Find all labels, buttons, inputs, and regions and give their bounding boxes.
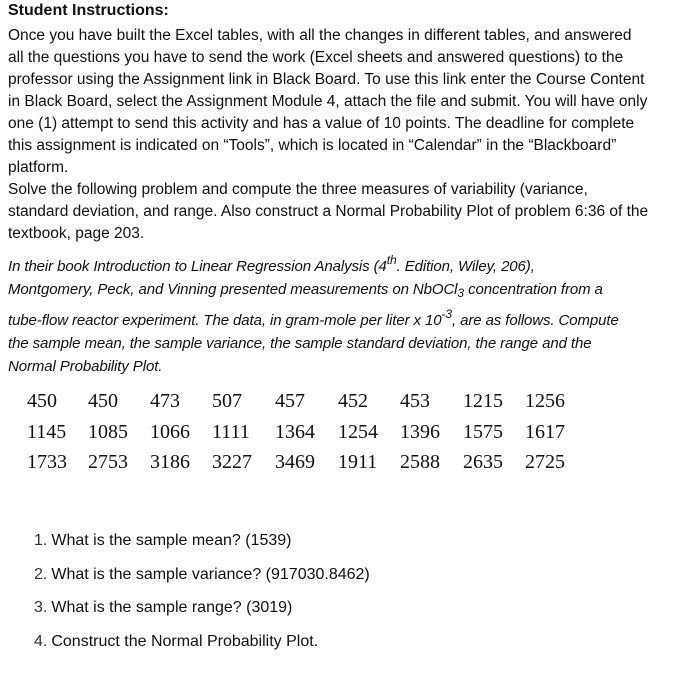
problem-line [8, 309, 688, 332]
data-cell: 3186 [150, 451, 190, 473]
question-item [34, 530, 370, 564]
data-cell: 3469 [275, 451, 315, 473]
data-row [27, 421, 575, 452]
question-item [34, 631, 370, 665]
problem-statement [8, 255, 688, 378]
data-cell: 1111 [212, 420, 250, 443]
paragraph-line: Solve the following problem and compute the three measures of variability (variance, [8, 181, 588, 198]
paragraph-line: in Black Board, select the Assignment Module 4, attach the file and submit. You will have only [8, 93, 648, 110]
paragraph-line: professor using the Assignment link in Black Board. To use this link enter the Course Content [8, 71, 645, 88]
data-cell: 2635 [463, 451, 503, 473]
question-number: 1. [34, 532, 48, 549]
superscript: -3 [441, 307, 452, 321]
paragraph-line: platform. [8, 159, 69, 176]
data-cell: 2588 [400, 451, 440, 473]
questions-list [34, 530, 370, 664]
instructions-paragraph [8, 25, 688, 179]
problem-line: the sample mean, the sample variance, the sample standard deviation, the range and the [8, 335, 592, 352]
paragraph-line: Once you have built the Excel tables, with all the changes in different tables, and answered [8, 27, 632, 44]
problem-text: . Edition, Wiley, 206), [396, 258, 535, 275]
data-cell: 450 [27, 390, 57, 412]
data-cell: 450 [88, 390, 118, 412]
data-cell: 1396 [400, 420, 440, 443]
data-cell: 1085 [88, 420, 128, 443]
problem-line [8, 278, 688, 301]
data-cell: 1256 [525, 390, 565, 412]
data-cell: 1733 [27, 451, 67, 473]
question-item [34, 564, 370, 598]
problem-line [8, 255, 688, 278]
problem-text: tube-flow reactor experiment. The data, in gram-mole per liter x 10 [8, 312, 442, 329]
data-row [27, 390, 575, 421]
problem-text: In their book Introduction to Linear Regression Analysis (4 [8, 258, 387, 275]
problem-line: Normal Probability Plot. [8, 358, 163, 375]
data-cell: 1617 [525, 420, 565, 443]
data-table [27, 390, 575, 482]
data-cell: 1911 [338, 451, 378, 473]
problem-text: concentration from a [464, 281, 603, 298]
question-number: 2. [34, 565, 48, 583]
question-text: What is the sample range? (3019) [51, 599, 293, 616]
question-number: 3. [34, 599, 48, 616]
instructions-heading: Student Instructions: [8, 2, 169, 19]
question-number: 4. [34, 632, 48, 650]
data-cell: 457 [275, 390, 305, 412]
data-cell: 1215 [463, 390, 503, 412]
paragraph-line: textbook, page 203. [8, 225, 145, 242]
data-cell: 452 [338, 390, 368, 412]
subscript: 3 [457, 286, 464, 300]
data-cell: 1364 [275, 420, 315, 443]
data-cell: 453 [400, 390, 430, 412]
paragraph-line: all the questions you have to send the work (Excel sheets and answered questions) to the [8, 49, 624, 66]
question-text: What is the sample variance? (917030.8462) [51, 565, 370, 583]
data-cell: 1066 [150, 420, 190, 443]
problem-text: , are as follows. Compute [451, 312, 619, 329]
data-cell: 1575 [463, 420, 503, 443]
data-cell: 2725 [525, 451, 565, 473]
paragraph-line: standard deviation, and range. Also construct a Normal Probability Plot of problem 6:36 of the [8, 203, 649, 220]
data-cell: 2753 [88, 451, 128, 473]
problem-text: Montgomery, Peck, and Vinning presented measurements on NbOCl [8, 281, 458, 298]
task-paragraph [8, 179, 688, 245]
data-cell: 3227 [212, 451, 252, 473]
data-row [27, 451, 575, 482]
paragraph-line: this assignment is indicated on “Tools”, which is located in “Calendar” in the “Blackboard” [8, 137, 617, 154]
question-item [34, 597, 370, 631]
superscript: th [386, 253, 397, 267]
data-cell: 507 [212, 390, 242, 412]
paragraph-line: one (1) attempt to send this activity and has a value of 10 points. The deadline for complete [8, 115, 635, 132]
data-cell: 1254 [338, 420, 378, 443]
data-cell: 473 [150, 390, 180, 412]
question-text: Construct the Normal Probability Plot. [51, 632, 319, 650]
question-text: What is the sample mean? (1539) [51, 532, 292, 549]
data-cell: 1145 [27, 420, 67, 443]
